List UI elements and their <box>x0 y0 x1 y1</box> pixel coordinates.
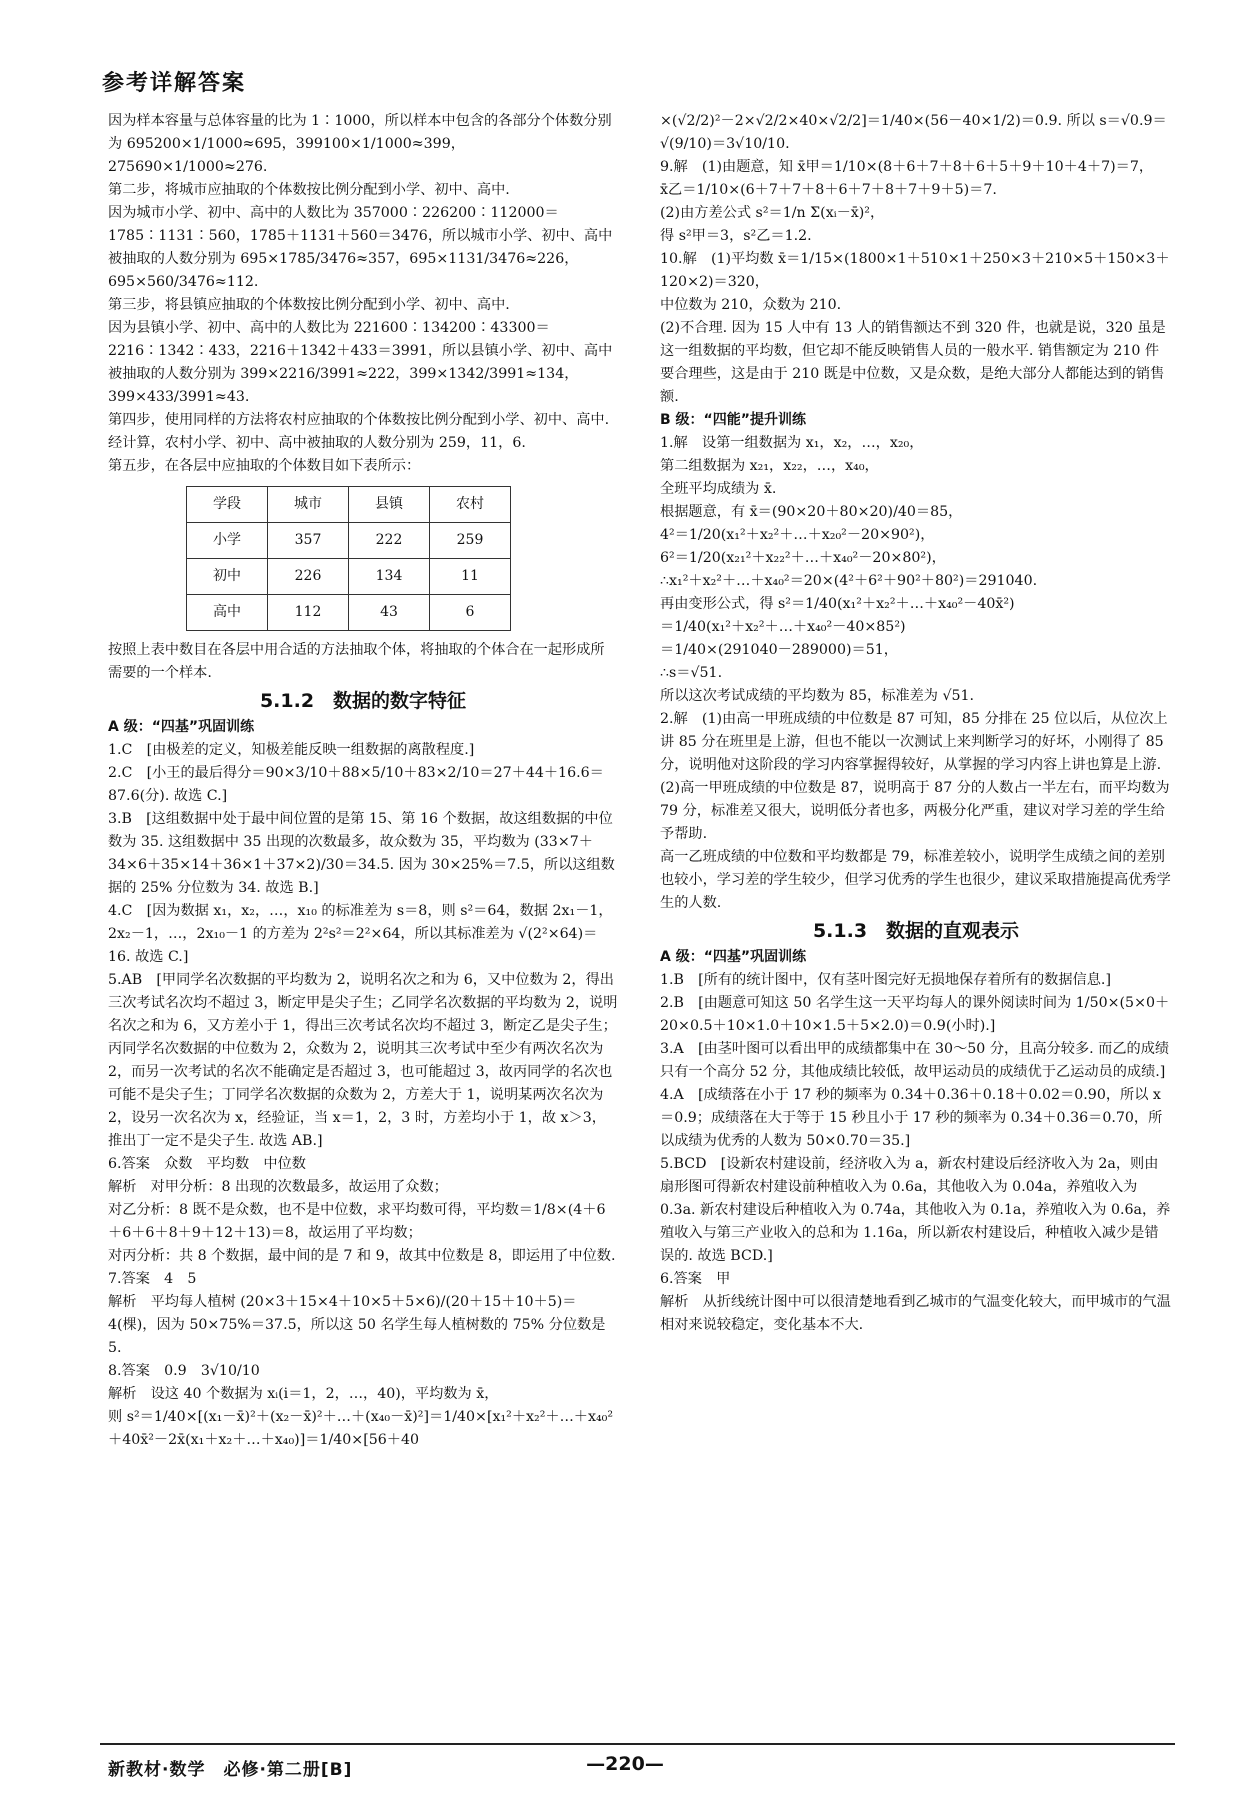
paragraph: 6²＝1/20(x₂₁²＋x₂₂²＋…＋x₄₀²－20×80²)， <box>660 550 946 566</box>
paragraph: 4²＝1/20(x₁²＋x₂²＋…＋x₂₀²－20×90²)， <box>660 527 935 543</box>
paragraph: 因为样本容量与总体容量的比为 1∶1000，所以样本中包含的各部分个体数分别为 695200×1/1000≈695，399100×1/1000≈399，275690×1/1000≈276. <box>108 113 612 175</box>
paragraph: (2)不合理. 因为 15 人中有 13 人的销售额达不到 320 件，也就是说，320 虽是这一组数据的平均数，但它却不能反映销售人员的一般水平. 销售额定为 210 件要合理些，这是由于 210 既是中位数，又是众数，是绝大部分人都能达到的销售额. <box>660 320 1166 405</box>
right-column <box>660 110 1172 1337</box>
paragraph: 5.AB [甲同学名次数据的平均数为 2，说明名次之和为 6，又中位数为 2，得出三次考试名次均不超过 3，断定甲是尖子生；乙同学名次数据的平均数为 2，说明名次之和为 6，又方差小于 1，得出三次考试名次均不超过 3，断定乙是尖子生；丙同学名次数据的中位数为 2，众数为 2，说明其三次考试中至少有两次名次为 2，而另一次考试的名次不能确定是否超过 3，也可能超过 3，故丙同学的名次也可能不是尖子生；丁同学名次数据的众数为 2，方差大于 1，说明某两次名次为 2，设另一次名次为 x，经验证，当 x＝1，2，3 时，方差均小于 1，故 x＞3，推出丁一定不是尖子生. 故选 AB.] <box>108 972 618 1149</box>
table-cell: 43 <box>349 595 430 631</box>
table-cell: 357 <box>268 523 349 559</box>
table-row <box>187 487 511 523</box>
paragraph: 再由变形公式，得 s²＝1/40(x₁²＋x₂²＋…＋x₄₀²－40x̄²) <box>660 596 1015 612</box>
paragraph: ＝1/40(x₁²＋x₂²＋…＋x₄₀²－40×85²) <box>660 619 906 635</box>
table-row <box>187 559 511 595</box>
paragraph: 得 s²甲＝3，s²乙＝1.2. <box>660 228 812 244</box>
paragraph: ×(√2/2)²－2×√2/2×40×√2/2]＝1/40×(56－40×1/2)＝0.9. 所以 s＝√0.9＝√(9/10)＝3√10/10. <box>660 113 1167 152</box>
paragraph: 1.B [所有的统计图中，仅有茎叶图完好无损地保存着所有的数据信息.] <box>660 972 1111 988</box>
table-cell: 小学 <box>187 523 268 559</box>
section-heading: 5.1.3 数据的直观表示 <box>812 920 1020 942</box>
paragraph: 中位数为 210，众数为 210. <box>660 297 842 313</box>
footer-divider <box>100 1743 1175 1745</box>
paragraph: 第三步，将县镇应抽取的个体数按比例分配到小学、初中、高中. <box>108 297 510 313</box>
paragraph: 4.C [因为数据 x₁，x₂，…，x₁₀ 的标准差为 s＝8，则 s²＝64，数据 2x₁－1，2x₂－1，…，2x₁₀－1 的方差为 2²s²＝2²×64，所以其标准差为 √(2²×64)＝16. 故选 C.] <box>108 903 613 965</box>
paragraph: 解析 对甲分析：8 出现的次数最多，故运用了众数； <box>108 1179 448 1195</box>
table-row <box>187 595 511 631</box>
paragraph: ∴s＝√51. <box>660 665 723 681</box>
level-heading: B 级：“四能”提升训练 <box>660 412 806 428</box>
paragraph: 因为县镇小学、初中、高中的人数比为 221600∶134200∶43300＝2216∶1342∶433，2216＋1342＋433＝3991，所以县镇小学、初中、高中被抽取的人数分别为 399×2216/3991≈222，399×1342/3991≈134，399×433/3991≈43. <box>108 320 613 405</box>
paragraph: 7.答案 4 5 <box>108 1271 197 1287</box>
paragraph: 根据题意，有 x̄＝(90×20＋80×20)/40＝85， <box>660 504 963 520</box>
paragraph: 按照上表中数目在各层中用合适的方法抽取个体，将抽取的个体合在一起形成所需要的一个样本. <box>108 642 605 681</box>
paragraph: 对乙分析：8 既不是众数，也不是中位数，求平均数可得，平均数＝1/8×(4＋6＋6＋6＋8＋9＋12＋13)＝8，故运用了平均数； <box>108 1202 606 1241</box>
paragraph: 第四步，使用同样的方法将农村应抽取的个体数按比例分配到小学、初中、高中. 经计算，农村小学、初中、高中被抽取的人数分别为 259，11，6. <box>108 412 610 451</box>
footer-book-title: 新教材·数学 必修·第二册[B] <box>108 1760 353 1780</box>
paragraph: 10.解 (1)平均数 x̄＝1/15×(1800×1＋510×1＋250×3＋210×5＋150×3＋120×2)＝320， <box>660 251 1170 290</box>
table-cell: 初中 <box>187 559 268 595</box>
paragraph: 解析 设这 40 个数据为 xᵢ(i＝1，2，…，40)，平均数为 x̄， <box>108 1386 499 1402</box>
paragraph: (2)高一甲班成绩的中位数是 87，说明高于 87 分的人数占一半左右，而平均数为 79 分，标准差又很大，说明低分者也多，两极分化严重，建议对学习差的学生给予帮助. <box>660 780 1170 842</box>
table-cell: 县镇 <box>349 487 430 523</box>
paragraph: 解析 平均每人植树 (20×3＋15×4＋10×5＋5×6)/(20＋15＋10＋5)＝4(棵)，因为 50×75%＝37.5，所以这 50 名学生每人植树数的 75% 分位数是 5. <box>108 1294 606 1356</box>
section-heading: 5.1.2 数据的数字特征 <box>259 690 467 712</box>
paragraph: ＝1/40×(291040－289000)＝51， <box>660 642 898 658</box>
paragraph: (2)由方差公式 s²＝1/n Σ(xᵢ－x̄)²， <box>660 205 885 221</box>
paragraph: 1.C [由极差的定义，知极差能反映一组数据的离散程度.] <box>108 742 475 758</box>
paragraph: 8.答案 0.9 3√10/10 <box>108 1363 260 1379</box>
page-number: —220— <box>586 1753 664 1775</box>
sample-table <box>186 486 511 631</box>
paragraph: 5.BCD [设新农村建设前，经济收入为 a，新农村建设后经济收入为 2a，则由扇形图可得新农村建设前种植收入为 0.6a，其他收入为 0.04a，养殖收入为 0.3a. 新农村建设后种植收入为 0.74a，其他收入为 0.1a，养殖收入为 0.6a，养殖收入与第三产业收入的总和为 1.16a，所以新农村建设后，种植收入减少是错误的. 故选 BCD.] <box>660 1156 1171 1264</box>
table-cell: 112 <box>268 595 349 631</box>
paragraph: 4.A [成绩落在小于 17 秒的频率为 0.34＋0.36＋0.18＋0.02＝0.90，所以 x＝0.9；成绩落在大于等于 15 秒且小于 17 秒的频率为 0.34＋0.36＝0.70，所以成绩为优秀的人数为 50×0.70＝35.] <box>660 1087 1163 1149</box>
table-cell: 11 <box>430 559 511 595</box>
table-cell: 222 <box>349 523 430 559</box>
paragraph: 6.答案 众数 平均数 中位数 <box>108 1156 306 1172</box>
paragraph: x̄乙＝1/10×(6＋7＋7＋8＋6＋7＋8＋7＋9＋5)＝7. <box>660 182 997 198</box>
paragraph: 因为城市小学、初中、高中的人数比为 357000∶226200∶112000＝1785∶1131∶560，1785＋1131＋560＝3476，所以城市小学、初中、高中被抽取的人数分别为 695×1785/3476≈357，695×1131/3476≈226，695×560/3476≈112. <box>108 205 613 290</box>
paragraph: 3.A [由茎叶图可以看出甲的成绩都集中在 30～50 分，且高分较多. 而乙的成绩只有一个高分 52 分，其他成绩比较低，故甲运动员的成绩优于乙运动员的成绩.] <box>660 1041 1170 1080</box>
table-cell: 134 <box>349 559 430 595</box>
paragraph: 2.C [小王的最后得分＝90×3/10＋88×5/10＋83×2/10＝27＋44＋16.6＝87.6(分). 故选 C.] <box>108 765 604 804</box>
page-header-title: 参考详解答案 <box>102 71 247 96</box>
paragraph: 9.解 (1)由题意，知 x̄甲＝1/10×(8＋6＋7＋8＋6＋5＋9＋10＋4＋7)＝7， <box>660 159 1154 175</box>
table-cell: 259 <box>430 523 511 559</box>
paragraph: 第二组数据为 x₂₁，x₂₂，…，x₄₀， <box>660 458 879 474</box>
table-cell: 学段 <box>187 487 268 523</box>
paragraph: 2.解 (1)由高一甲班成绩的中位数是 87 可知，85 分排在 25 位以后，从位次上讲 85 分在班里是上游，但也不能以一次测试上来判断学习的好坏，小刚得了 85 分，说明他对这阶段的学习内容掌握得较好，从掌握的学习内容上讲也算是上游. <box>660 711 1168 773</box>
paragraph: 解析 从折线统计图中可以很清楚地看到乙城市的气温变化较大，而甲城市的气温相对来说较稳定，变化基本不大. <box>660 1294 1171 1333</box>
paragraph: 6.答案 甲 <box>660 1271 731 1287</box>
paragraph: 第五步，在各层中应抽取的个体数目如下表所示： <box>108 458 421 474</box>
table-cell: 高中 <box>187 595 268 631</box>
paragraph: 高一乙班成绩的中位数和平均数都是 79，标准差较小，说明学生成绩之间的差别也较小，学习差的学生较少，但学习优秀的学生也很少，建议采取措施提高优秀学生的人数. <box>660 849 1171 911</box>
table-row <box>187 523 511 559</box>
paragraph: 1.解 设第一组数据为 x₁，x₂，…，x₂₀， <box>660 435 924 451</box>
table-cell: 农村 <box>430 487 511 523</box>
table-cell: 城市 <box>268 487 349 523</box>
paragraph: 第二步，将城市应抽取的个体数按比例分配到小学、初中、高中. <box>108 182 510 198</box>
table-cell: 226 <box>268 559 349 595</box>
left-column <box>108 110 618 1452</box>
paragraph: ∴x₁²＋x₂²＋…＋x₄₀²＝20×(4²＋6²＋90²＋80²)＝291040. <box>660 573 1038 589</box>
level-heading: A 级：“四基”巩固训练 <box>660 949 807 965</box>
table-cell: 6 <box>430 595 511 631</box>
paragraph: 3.B [这组数据中处于最中间位置的是第 15、第 16 个数据，故这组数据的中位数为 35. 这组数据中 35 出现的次数最多，故众数为 35，平均数为 (33×7＋34×6＋35×14＋36×1＋37×2)/30＝34.5. 因为 30×25%＝7.5，所以这组数据的 25% 分位数为 34. 故选 B.] <box>108 811 615 896</box>
paragraph: 则 s²＝1/40×[(x₁－x̄)²＋(x₂－x̄)²＋…＋(x₄₀－x̄)²]＝1/40×[x₁²＋x₂²＋…＋x₄₀²＋40x̄²－2x̄(x₁＋x₂＋…＋x₄₀)]＝1/40×[56＋40 <box>108 1409 614 1448</box>
paragraph: 全班平均成绩为 x̄. <box>660 481 777 497</box>
level-heading: A 级：“四基”巩固训练 <box>108 719 255 735</box>
paragraph: 2.B [由题意可知这 50 名学生这一天平均每人的课外阅读时间为 1/50×(5×0＋20×0.5＋10×1.0＋10×1.5＋5×2.0)＝0.9(小时).] <box>660 995 1170 1034</box>
paragraph: 所以这次考试成绩的平均数为 85，标准差为 √51. <box>660 688 975 704</box>
paragraph: 对丙分析：共 8 个数据，最中间的是 7 和 9，故其中位数是 8，即运用了中位数. <box>108 1248 616 1264</box>
